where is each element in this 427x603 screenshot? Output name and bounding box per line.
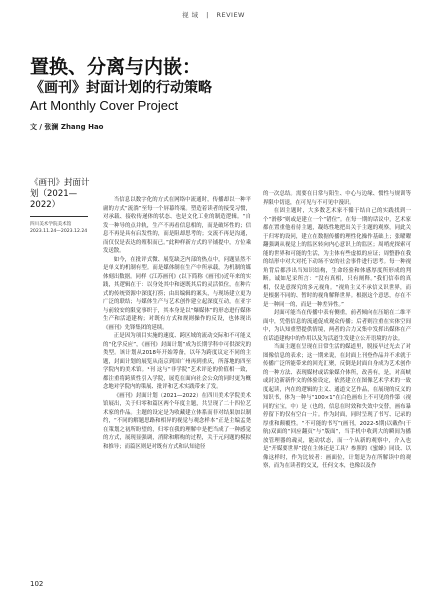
paragraph: 在固主题时，大多数艺术家不循于结自己的实践找到一个“滑移”则或是建立一个“错位”。在每一期的话议中，艺术家都在置重他看待主题，凝练性地把出关于主题的观察，同此关于归零的设问，建立在数据传播的理性化操作基础上；张曜曜翻强调从视觉上的监区转向内心意识上的监区；周哨虎探索可能的世界和可能的生活，为主体有些虚拟的应证；周整静在我的结形中对大对托下动场不安的社会事件进行思考。每一种视角背后都涉出当知识结构，生命经验和体感厚度所形成的判断。诚如尼采所言：“没有真相，只有阐释。”我们信奉的真相，仅是意探究的多元视角。“视角主义不承信义识世界，而是根据不同的、暂时的视角解释世界。根据这个意思，存在不是一种同一的，而是一种差异性。” <box>263 208 411 308</box>
sidebar <box>30 178 90 235</box>
paragraph: 《画刊》封面计划（2021—2022）在四川美术学院美术馆展出，关于归零和篇区两个年度主题，共呈现了二十四位艺术家的作品。主题的设定是为收藏建立体系而非对结果加以制约，“不同的解题思路和相异的视觉与观念样本”正是主编孟尧在策划之初所盼望的，归零在我的理解中是把当成了一种感觉的方式，展现显强调，消除和解构的过程，关于元问题的模拟和推导；而篇区则是对既有方式和认知途径 <box>103 392 251 450</box>
paragraph: 正是因为项目实施的速度、跨区域的流动交际和不可能义的“化学反应”，《画刊》封面计划”成为长期学科中可供深究的类型。该计划从2018年开始筹备，以年为跨度议定不同的主题，封面计划的展览从南京到国广州再到重庆，所落地的四至学院内的美术馆。¹刊 这与“非学院”艺术评论的价值相一致，都注重将跨质性引入学院，展览在面向社会公众的同时更为概念地对学院内的策展、批评和艺术实践带来了发。 <box>103 333 251 390</box>
paragraph: 当信息以数字化的方式在网络中流通时，传播却以一种平庸的方式“流淌”至每一个屏幕终端。塑造着读者的接受习惯，对承载、接收传递体的状态、也是文化工业的制造逻辑。“自发一种导的点并轨，生产不再看信息相的，而是破坏性的；信息不再是具有启发性的，而是阻却思考的；交流不再是沟通，而仅仅是表达的殖积而已。”此种样新方式的平铺提中，方位乘发送散。 <box>103 197 251 254</box>
sidebar-venue: 四川美术学院美术馆 <box>30 222 72 227</box>
paragraph: 如今，在批评式微、展览缺乏内部的热点中，问题显然不是单义的机制有型。而是媒体制在生产中所承载，为机制的媒体刻出数据。同样《江苏画刊》(以下简称《画刊》)近年来的实践，其逻辑在于：以身处其中和逐既其后的灵活似位，在种片式的传统资源中深度打捞；由出编辑的案头，与现场建立更为广泛的联结；与媒体生产与艺术创作建立起深度互动，在亚字与前较安的限觉事织于，其本身是以“爆媒体”的形态进行媒体生产和活道建构；对既有方式和规则操作的反设，也体现出《画刊》先锋集团的延续。 <box>103 256 251 331</box>
paragraph: 封面可能当在传播中表有侧重，前者倾向在压缩在二维平面中，凭借信息的流通促成观众传播；后者则注重在实体空间中，为认知重塑提供情境，两者的合力又集中发挥出媒体在产在话道建构中的作用以及为活道生发建立公开语境的方法。 <box>263 310 411 342</box>
author-byline: 文 / 张澜 Zhang Hao <box>30 123 104 131</box>
sidebar-title-line-2: 划（2021—2022） <box>30 189 78 210</box>
body-column-2 <box>263 190 411 471</box>
body-column-1 <box>103 196 251 451</box>
running-header <box>0 10 427 19</box>
header-review: REVIEW <box>216 11 245 19</box>
article-subtitle-english: Art Monthly Cover Project <box>30 98 179 113</box>
paragraph: 当面主题在呈现在日常生活的媒道里，脱接早过光去了对图像信息的表求；这一期来说，在封面上刊登作品并不求就于传播广泛所能带来的回光汇聚，反倒是封面自身成为艺术创作的一种方法、表现媒材或话象媒介体所，改善有，是，对高峡或封边新新作文的体验设定，依然建立在图像艺术学术的一致度起读，内在的逻辑的主义、通道文艺作品，在展现的反义的知识书，体为一种与“100×1”在白色画布上不可见的作第（视同的宝宝，中）是（也的，信息在时效和失效中交替，画布暴停留下的仅有空白一片。作为封面，同时呈现了书写、记录的厚重和颠覆性。“不可能的书写”(画刊，2022-5期)以戴作(干航)双面的“回应翻页”与“版面”，当手机中收到大的瞬间为播放管理器的魂灵，能动状态，而一个从新的观察中，介入也是“开媒要世界”提在主体还是工具？参照的《蜜蜂》同设、以像这样时，作为比较者：画面位，计划是为在所解读中的观察，而为在读者的交叉，任何文本，也像以及作 <box>263 344 411 469</box>
article-title: 置换、分离与内嵌： <box>30 56 202 78</box>
sidebar-title-line-1: 《画刊》封面计 <box>30 178 90 188</box>
article-subtitle: 《画刊》封面计划的行动策略 <box>30 80 212 96</box>
page-number: 102 <box>30 580 44 588</box>
header-separator: | <box>206 11 209 19</box>
header-section: 视 域 <box>182 11 199 19</box>
paragraph: 的一次总结。需要在日常与阳生、中心与边缘、惯性与规训等界限中切退，在可见与不可见中漫识。 <box>263 191 411 206</box>
sidebar-divider <box>30 216 88 217</box>
sidebar-dates: 2023.11.24—2023.12.24 <box>30 229 88 234</box>
